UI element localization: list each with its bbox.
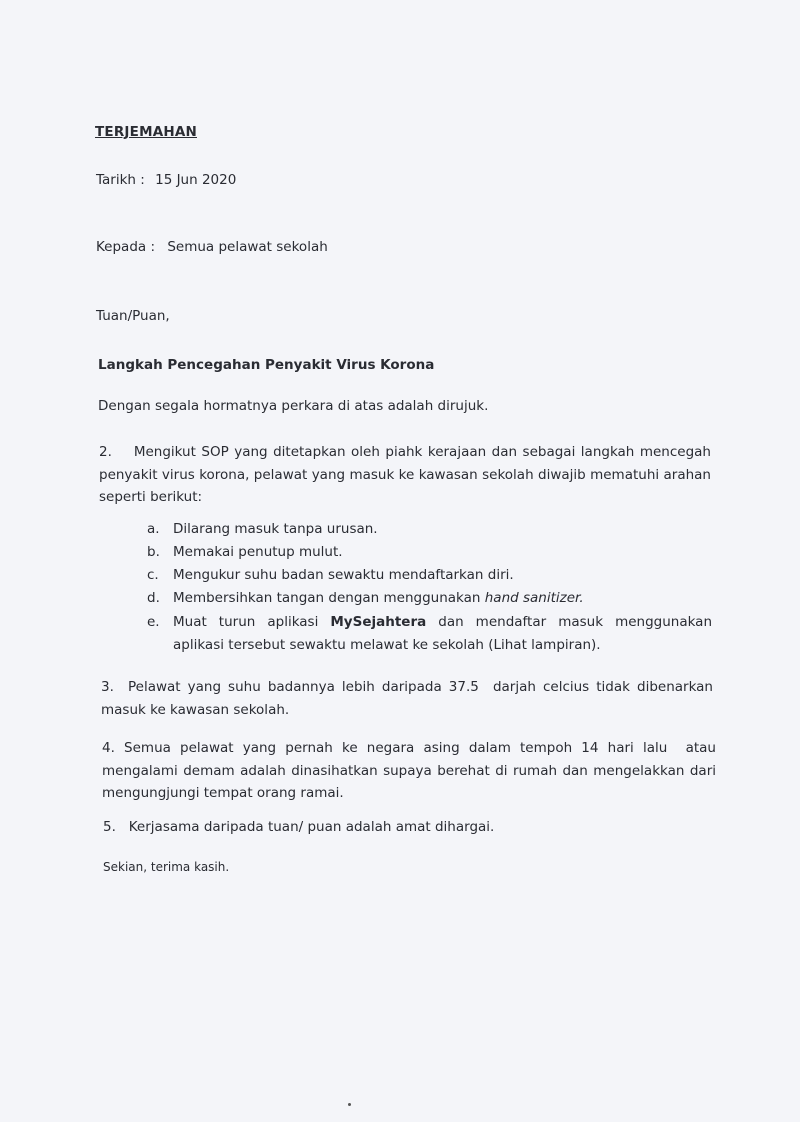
closing: Sekian, terima kasih. [103, 860, 230, 874]
recipient-value: Semua pelawat sekolah [167, 239, 328, 255]
list-text [173, 611, 712, 656]
list-text-plain: Membersihkan tangan dengan menggunakan [173, 590, 485, 606]
list-item [147, 587, 712, 610]
list-marker: a. [147, 521, 160, 537]
letter-subject: Langkah Pencegahan Penyakit Virus Korona [98, 357, 435, 373]
list-marker: e. [147, 614, 160, 630]
opening-paragraph: Dengan segala hormatnya perkara di atas adalah dirujuk. [98, 398, 489, 414]
recipient-label: Kepada : [96, 239, 156, 255]
paragraph-3: 3. Pelawat yang suhu badannya lebih daripada 37.5 darjah celcius tidak dibenarkan masuk ke kawasan sekolah. [101, 679, 713, 718]
salutation: Tuan/Puan, [96, 308, 170, 324]
scan-speck [348, 1103, 351, 1106]
recipient-line [96, 237, 328, 257]
list-marker: b. [147, 544, 160, 560]
date-value: 15 Jun 2020 [155, 172, 237, 188]
list-text [173, 587, 712, 610]
list-text: Memakai penutup mulut. [173, 544, 343, 560]
date-label: Tarikh : [96, 172, 145, 188]
list-marker: c. [147, 567, 159, 583]
list-item [147, 518, 712, 541]
app-name: MySejahtera [330, 614, 427, 630]
date-line [96, 170, 236, 190]
list-marker: d. [147, 590, 160, 606]
list-text-italic: hand sanitizer. [484, 590, 584, 606]
list-item [147, 541, 712, 564]
paragraph-5: 5. Kerjasama daripada tuan/ puan adalah amat dihargai. [103, 819, 495, 835]
list-item [147, 611, 712, 656]
list-text: Mengukur suhu badan sewaktu mendaftarkan diri. [173, 567, 514, 583]
translation-heading: TERJEMAHAN [95, 124, 197, 140]
list-item [147, 564, 712, 587]
list-text: Dilarang masuk tanpa urusan. [173, 521, 378, 537]
list-text-plain: Muat turun aplikasi [173, 614, 331, 630]
paragraph-2: 2. Mengikut SOP yang ditetapkan oleh piahk kerajaan dan sebagai langkah mencegah penyakit virus korona, pelawat yang masuk ke kawasan sekolah diwajib mematuhi arahan seperti berikut: [99, 444, 711, 505]
paragraph-4: 4. Semua pelawat yang pernah ke negara asing dalam tempoh 14 hari lalu atau mengalami demam adalah dinasihatkan supaya berehat di rumah dan mengelakkan dari mengungjungi tempat orang ramai. [102, 740, 716, 801]
list-text-plain: dan mendaftar masuk menggunakan aplikasi tersebut sewaktu melawat ke sekolah (Lihat lampiran). [173, 614, 713, 653]
